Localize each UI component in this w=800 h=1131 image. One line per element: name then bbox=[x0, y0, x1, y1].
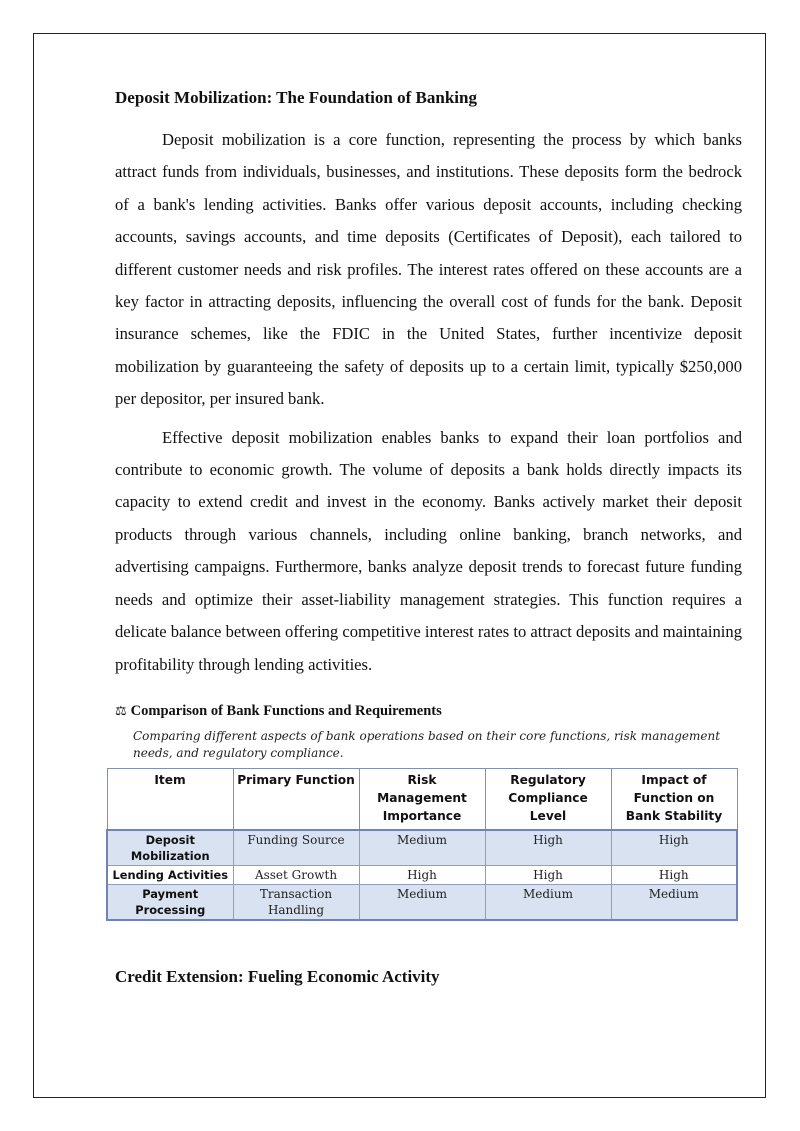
scale-icon: ⚖ bbox=[115, 703, 127, 719]
row-regulatory-compliance: High bbox=[485, 830, 611, 866]
table-title bbox=[115, 701, 742, 722]
next-section-heading: Credit Extension: Fueling Economic Activity bbox=[115, 966, 440, 986]
table-row bbox=[107, 830, 737, 866]
row-impact-stability: High bbox=[611, 865, 737, 884]
row-primary-function: Funding Source bbox=[233, 830, 359, 866]
row-regulatory-compliance: Medium bbox=[485, 884, 611, 920]
header-risk-management: Risk Management Importance bbox=[359, 768, 485, 830]
row-impact-stability: Medium bbox=[611, 884, 737, 920]
table-row bbox=[107, 865, 737, 884]
row-risk-management: Medium bbox=[359, 830, 485, 866]
row-item: Payment Processing bbox=[107, 884, 233, 920]
comparison-table-block bbox=[112, 701, 742, 921]
row-item: Deposit Mobilization bbox=[107, 830, 233, 866]
page-content bbox=[112, 86, 742, 989]
row-risk-management: High bbox=[359, 865, 485, 884]
header-regulatory-compliance: Regulatory Compliance Level bbox=[485, 768, 611, 830]
table-row bbox=[107, 884, 737, 920]
paragraph-2: Effective deposit mobilization enables banks to expand their loan portfolios and contribute to economic growth. The volume of deposits a bank holds directly impacts its capacity to extend credit and invest in the economy. Banks actively market their deposit products through various channels, including online banking, branch networks, and advertising campaigns. Furthermore, banks analyze deposit trends to forecast future funding needs and optimize their asset-liability management strategies. This function requires a delicate balance between offering competitive interest rates to attract deposits and maintaining profitability through lending activities. bbox=[115, 427, 742, 674]
header-primary-function: Primary Function bbox=[233, 768, 359, 830]
table-header-row bbox=[107, 768, 737, 830]
header-item: Item bbox=[107, 768, 233, 830]
table-title-text: Comparison of Bank Functions and Requirements bbox=[130, 702, 442, 719]
row-item: Lending Activities bbox=[107, 865, 233, 884]
table-caption: Comparing different aspects of bank operations based on their core functions, risk management needs, and regulatory compliance. bbox=[133, 728, 721, 760]
comparison-table bbox=[106, 768, 738, 921]
row-regulatory-compliance: High bbox=[485, 865, 611, 884]
row-risk-management: Medium bbox=[359, 884, 485, 920]
row-primary-function: Asset Growth bbox=[233, 865, 359, 884]
row-impact-stability: High bbox=[611, 830, 737, 866]
section-heading: Deposit Mobilization: The Foundation of Banking bbox=[115, 88, 477, 107]
paragraph-1: Deposit mobilization is a core function, representing the process by which banks attract funds from individuals, businesses, and institutions. These deposits form the bedrock of a bank's lending activities. Banks offer various deposit accounts, including checking accounts, savings accounts, and time deposits (Certificates of Deposit), each tailored to different customer needs and risk profiles. The interest rates offered on these accounts are a key factor in attracting deposits, influencing the overall cost of funds for the bank. Deposit insurance schemes, like the FDIC in the United States, further incentivize deposit mobilization by guaranteeing the safety of deposits up to a certain limit, typically $250,000 per depositor, per insured bank. bbox=[115, 130, 742, 409]
row-primary-function: Transaction Handling bbox=[233, 884, 359, 920]
header-impact-stability: Impact of Function on Bank Stability bbox=[611, 768, 737, 830]
